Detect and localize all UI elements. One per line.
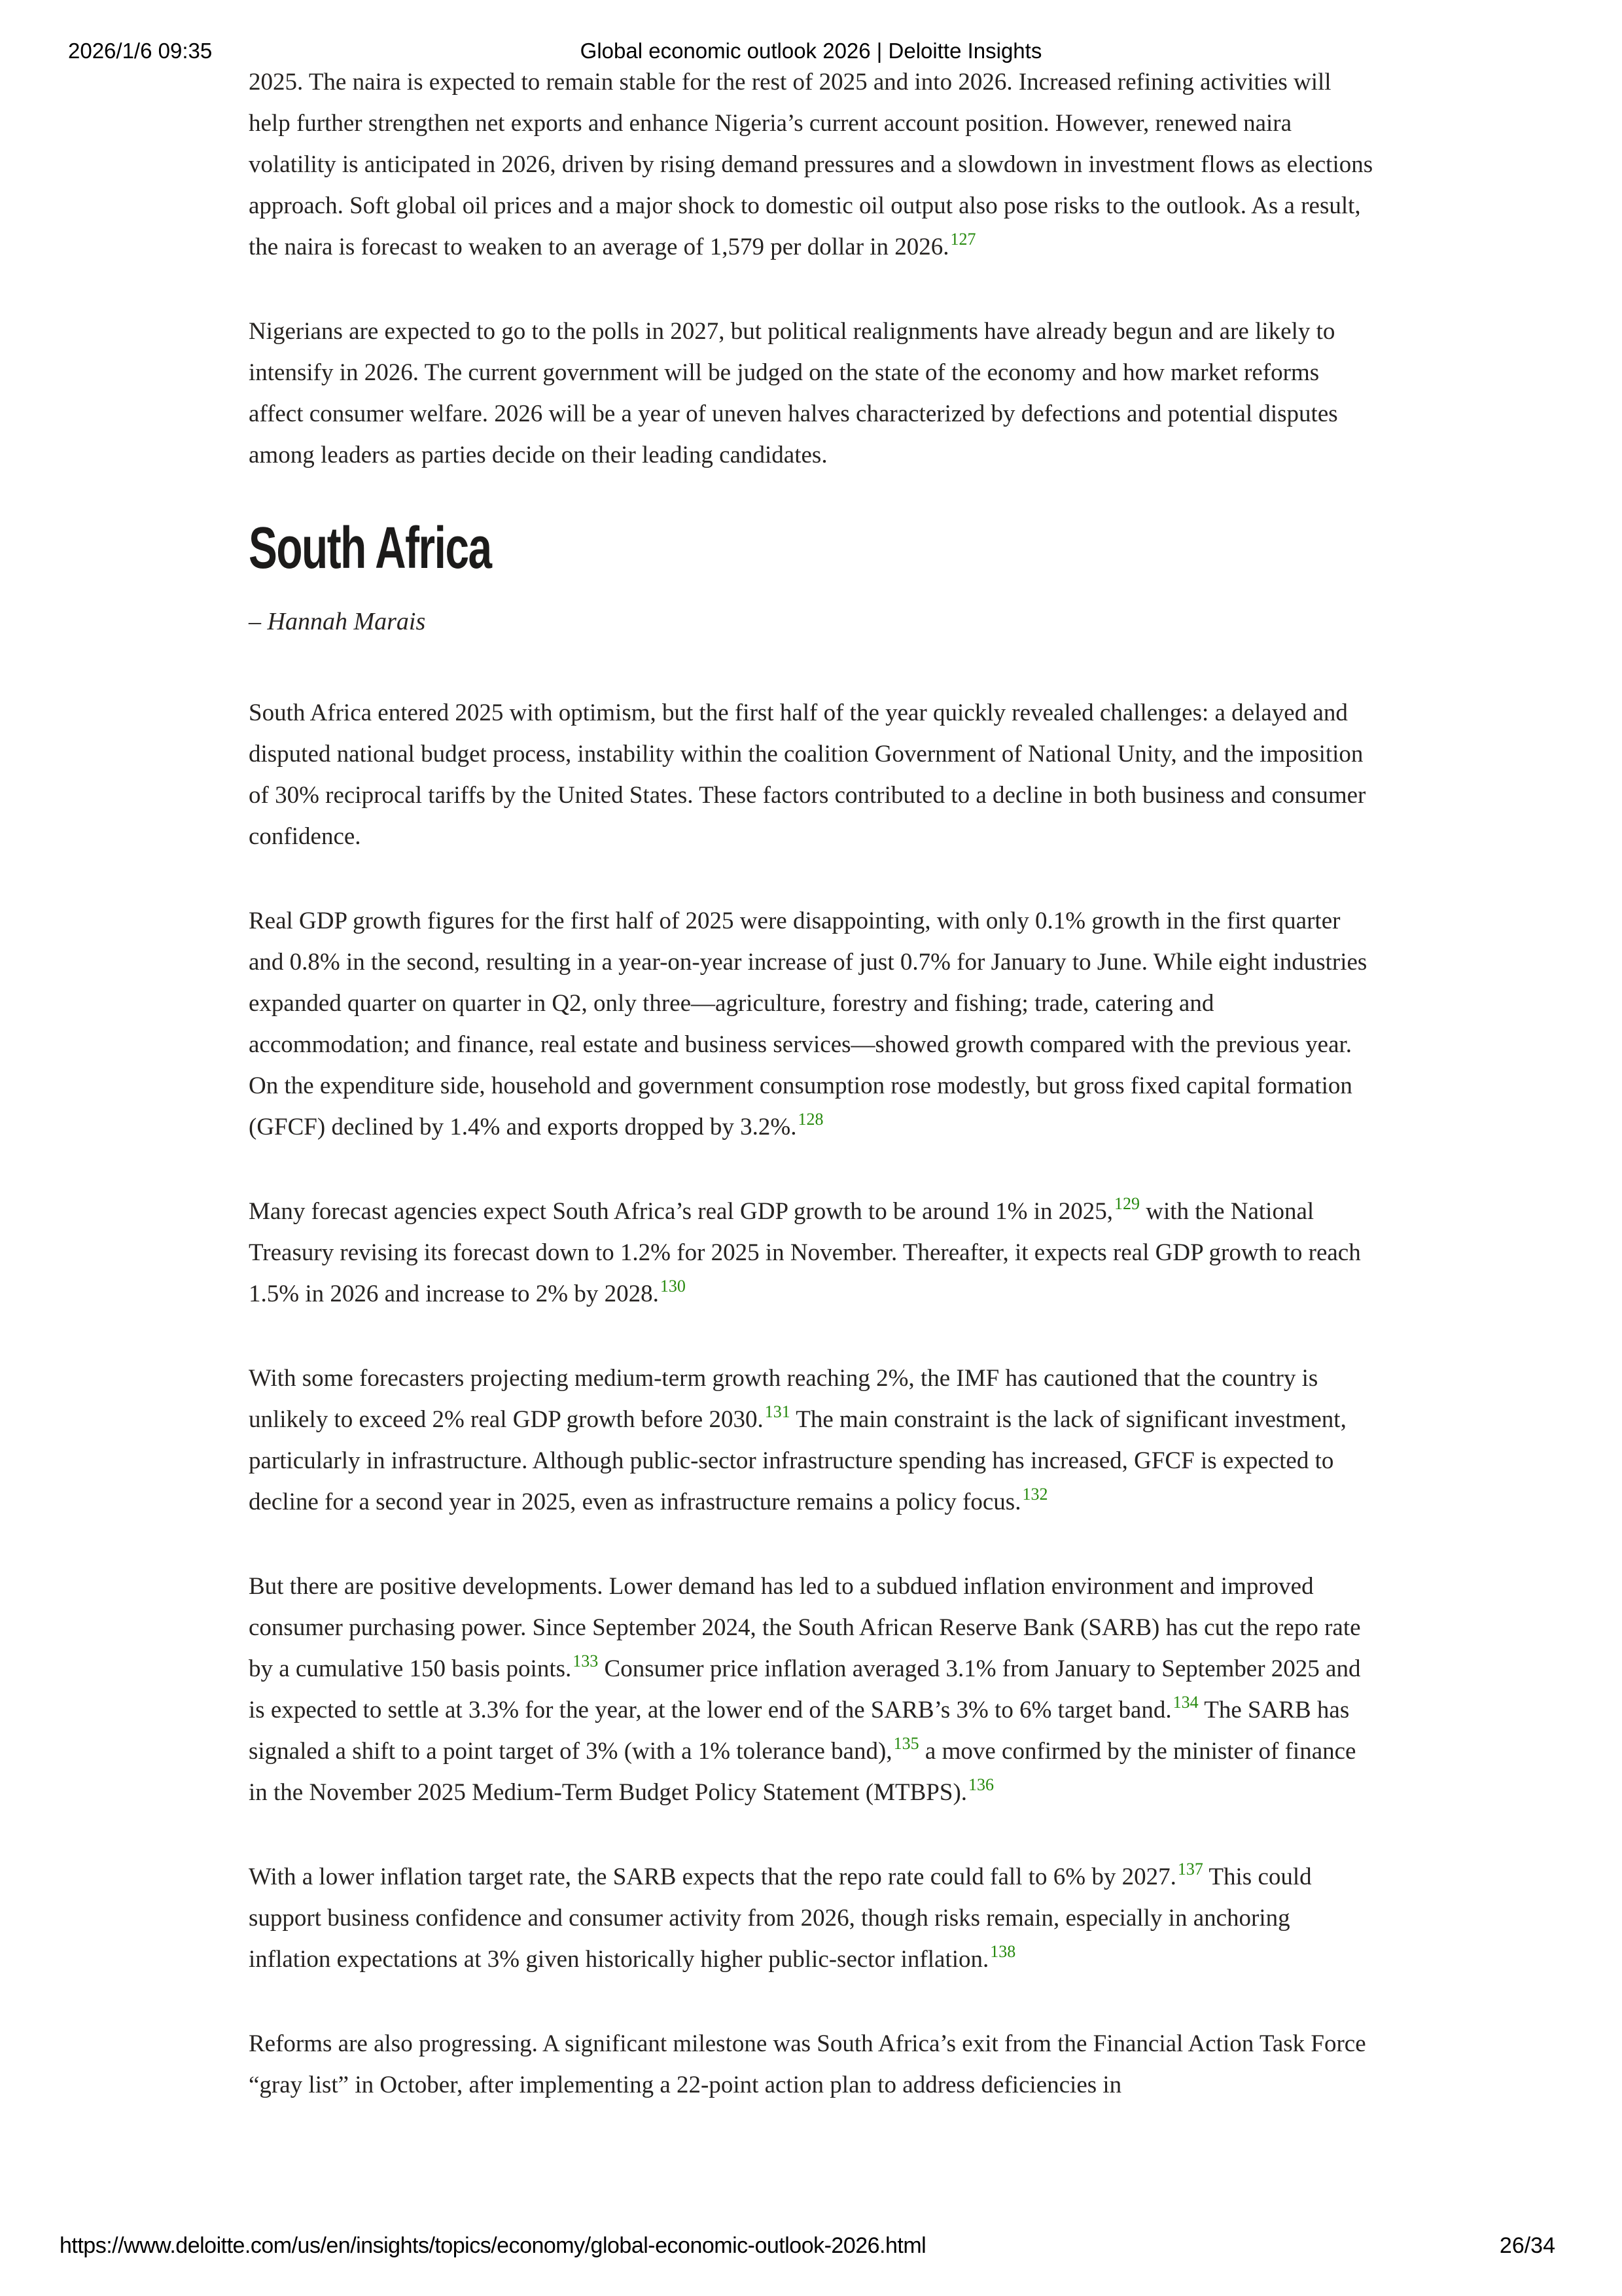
paragraph: 2025. The naira is expected to remain stable for the rest of 2025 and into 2026. Increased refining activities will help further strengthen net exports and enhance Nigeria’s current account position. However, renewed naira volatility is anticipated in 2026, driven by rising demand pressures and a slowdown in investment flows as elections approach. Soft global oil prices and a major shock to domestic oil output also pose risks to the outlook. As a result, the naira is forecast to weaken to an average of 1,579 per dollar in 2026.$^{127}$ (249, 69, 1373, 260)
paragraph: With some forecasters projecting medium-term growth reaching 2%, the IMF has cautioned that the country is unlikely to exceed 2% real GDP growth before 2030.$^{131}$ The main constraint is the lack of significant investment, particularly in infrastructure. Although public-sector infrastructure spending has increased, GFCF is expected to decline for a second year in 2025, even as infrastructure remains a policy focus.$^{132}$ (249, 1365, 1347, 1515)
paragraph: But there are positive developments. Lower demand has led to a subdued inflation environment and improved consumer purchasing power. Since September 2024, the South African Reserve Bank (SARB) has cut the repo rate by a cumulative 150 basis points.$^{133}$ Consumer price inflation averaged 3.1% from January to September 2025 and is expected to settle at 3.3% for the year, at the lower end of the SARB’s 3% to 6% target band.$^{134}$ The SARB has signaled a shift to a point target of 3% (with a 1% tolerance band),$^{135}$ a move confirmed by the minister of finance in the November 2025 Medium-Term Budget Policy Statement (MTBPS).$^{136}$ (249, 1573, 1361, 1806)
section-heading (249, 516, 1373, 581)
page-title: Global economic outlook 2026 | Deloitte Insights (580, 39, 1042, 63)
footnote-ref[interactable]: 127 (950, 230, 976, 249)
print-footer (0, 2233, 1622, 2261)
footnote-ref[interactable]: 128 (798, 1110, 824, 1129)
author-byline: – Hannah Marais (249, 608, 426, 635)
article-content (249, 0, 1373, 2149)
section-heading-text: South Africa (249, 516, 491, 581)
footnote-ref[interactable]: 138 (990, 1942, 1016, 1961)
body-paragraphs (249, 692, 1373, 2106)
footnote-ref[interactable]: 136 (968, 1775, 995, 1794)
intro-paragraphs (249, 62, 1373, 476)
paragraph: With a lower inflation target rate, the SARB expects that the repo rate could fall to 6% by 2027.$^{137}$ This could support business confidence and consumer activity from 2026, though risks remain, especially in anchoring inflation expectations at 3% given historically higher public-sector inflation.$^{138}$ (249, 1860, 1312, 1973)
footer-page-number: 26/34 (1499, 2233, 1555, 2258)
footnote-ref[interactable]: 133 (573, 1651, 599, 1670)
print-datetime: 2026/1/6 09:35 (68, 39, 213, 63)
paragraph: South Africa entered 2025 with optimism, but the first half of the year quickly revealed challenges: a delayed and disputed national budget process, instability within the coalition Government of National Unity, and the imposition of 30% reciprocal tariffs by the United States. These factors contributed to a decline in both business and consumer confidence. (249, 699, 1366, 850)
footnote-ref[interactable]: 134 (1172, 1693, 1199, 1712)
footnote-ref[interactable]: 131 (764, 1402, 790, 1421)
paragraph: Reforms are also progressing. A significant milestone was South Africa’s exit from the Financial Action Task Force “gray list” in October, after implementing a 22-point action plan to address deficiencies in (249, 2030, 1366, 2098)
paragraph: Many forecast agencies expect South Africa’s real GDP growth to be around 1% in 2025,$^{129}$ with the National Treasury revising its forecast down to 1.2% for 2025 in November. Thereafter, it expects real GDP growth to reach 1.5% in 2026 and increase to 2% by 2028.$^{130}$ (249, 1194, 1361, 1307)
footnote-ref[interactable]: 137 (1177, 1860, 1203, 1879)
paragraph: Real GDP growth figures for the first half of 2025 were disappointing, with only 0.1% growth in the first quarter and 0.8% in the second, resulting in a year-on-year increase of just 0.7% for January to June. While eight industries expanded quarter on quarter in Q2, only three—agriculture, forestry and fishing; trade, catering and accommodation; and finance, real estate and business services—showed growth compared with the previous year. On the expenditure side, household and government consumption rose modestly, but gross fixed capital formation (GFCF) declined by 1.4% and exports dropped by 3.2%.$^{128}$ (249, 908, 1367, 1140)
footer-url: https://www.deloitte.com/us/en/insights/topics/economy/global-economic-outlook-2026.html (60, 2233, 926, 2258)
paragraph: Nigerians are expected to go to the polls in 2027, but political realignments have already begun and are likely to intensify in 2026. The current government will be judged on the state of the economy and how market reforms affect consumer welfare. 2026 will be a year of uneven halves characterized by defections and potential disputes among leaders as parties decide on their leading candidates. (249, 318, 1338, 468)
footnote-ref[interactable]: 129 (1114, 1194, 1140, 1213)
footnote-ref[interactable]: 130 (660, 1277, 686, 1296)
top-spacer (249, 0, 1373, 62)
footnote-ref[interactable]: 135 (893, 1734, 919, 1753)
footnote-ref[interactable]: 132 (1022, 1485, 1048, 1504)
